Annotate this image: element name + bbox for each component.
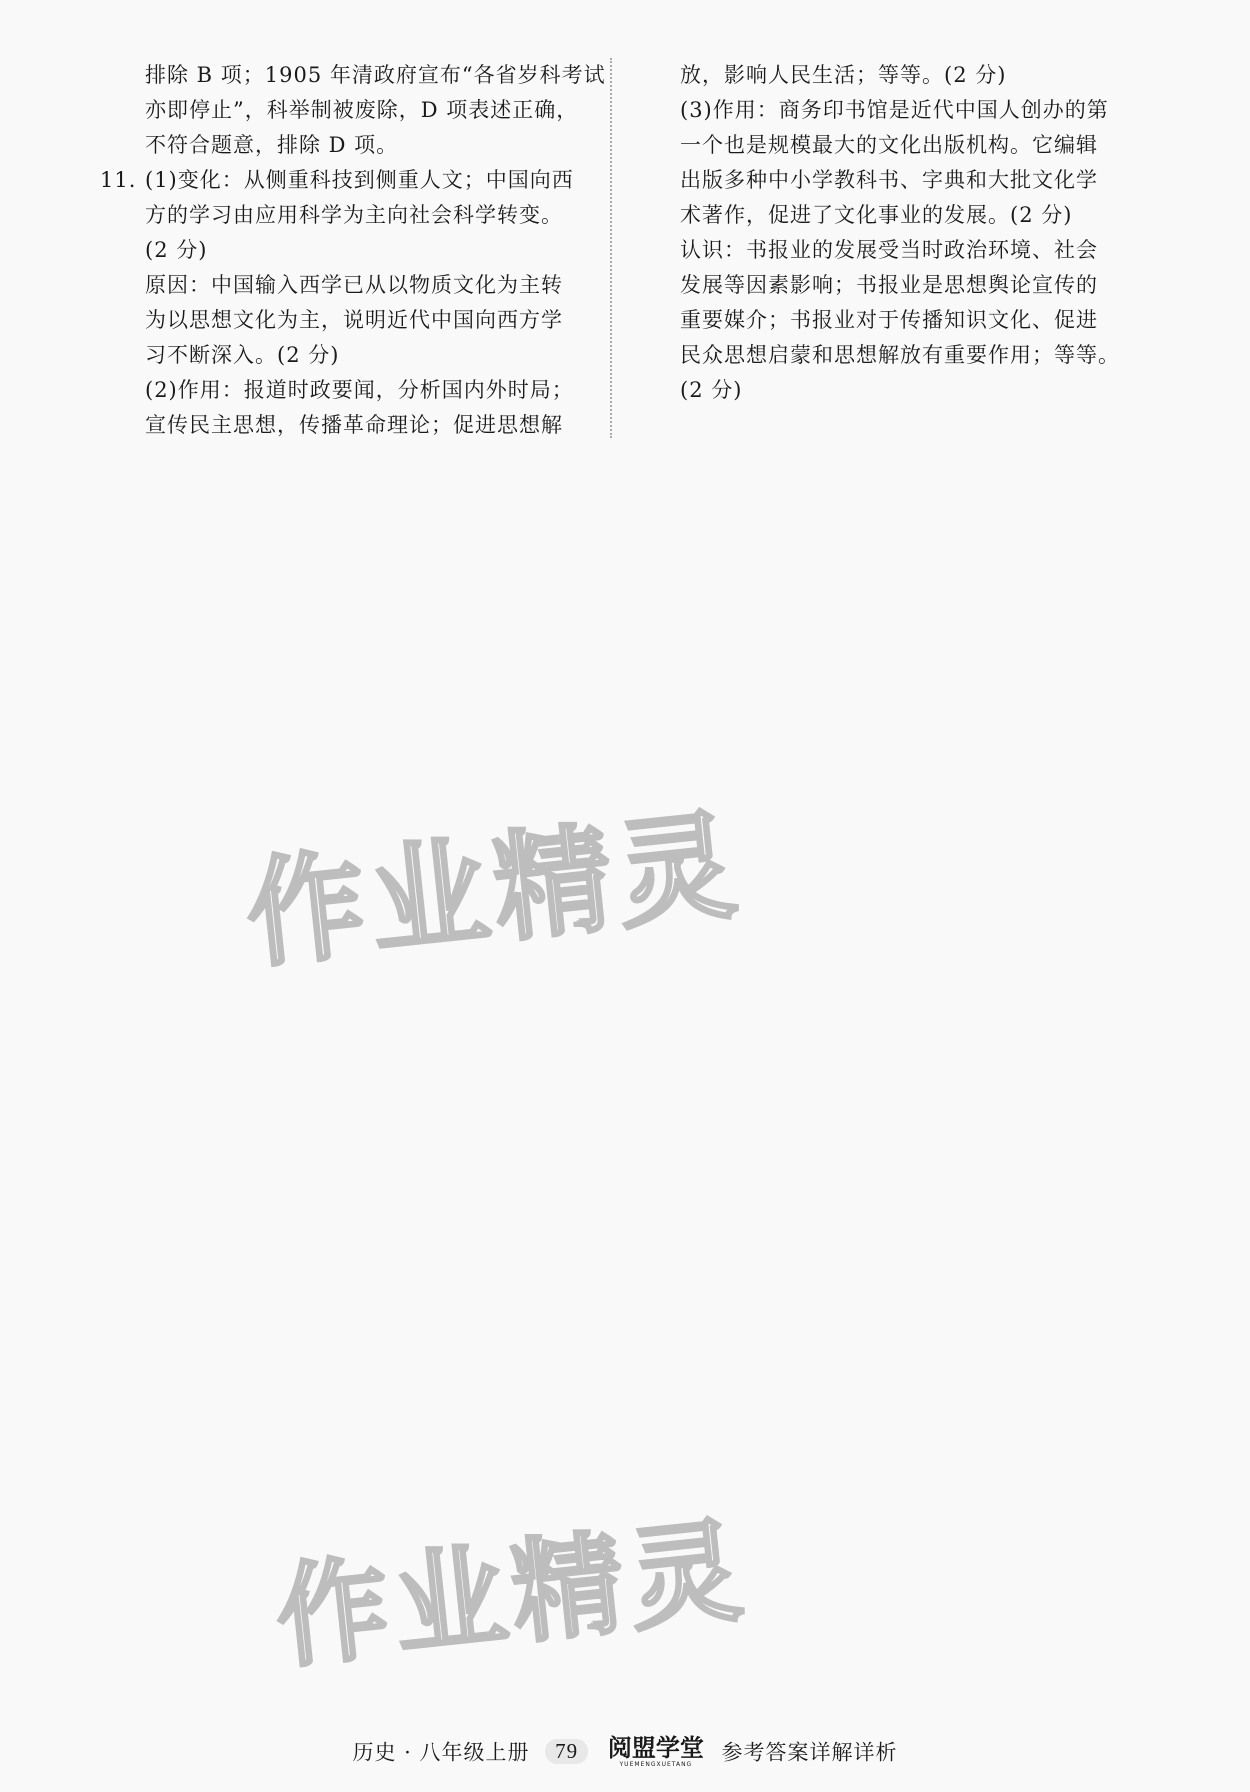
text-line: 亦即停止”，科举制被废除，D 项表述正确， [145,98,579,122]
text-line: (3)作用：商务印书馆是近代中国人创办的第 [680,98,1109,122]
text-line: 术著作，促进了文化事业的发展。(2 分) [680,203,1073,227]
left-column [100,58,605,443]
watermark-bottom: 作业精灵 [270,1505,754,1685]
brand-logo [608,1735,704,1768]
question-11-first-line [100,163,605,198]
text-line: 发展等因素影响；书报业是思想舆论宣传的 [680,273,1098,297]
text-line: 一个也是规模最大的文化出版机构。它编辑 [680,133,1098,157]
page-footer [0,1735,1250,1768]
text-line: 宣传民主思想，传播革命理论；促进思想解 [145,413,563,437]
text-line: 民众思想启蒙和思想解放有重要作用；等等。 [680,343,1120,367]
text-line: (2 分) [680,378,743,402]
brand-name: 阅盟学堂 [607,1734,704,1762]
brand-pinyin: YUEMENGXUETANG [619,1761,693,1768]
text-line: (1)变化：从侧重科技到侧重人文；中国向西 [145,168,574,192]
footer-subject: 历史 · 八年级上册 [352,1740,530,1765]
text-line: 重要媒介；书报业对于传播知识文化、促进 [680,308,1098,332]
text-line: 出版多种中小学教科书、字典和大批文化学 [680,168,1098,192]
footer-title: 参考答案详解详析 [721,1740,898,1765]
watermark-top: 作业精灵 [240,795,748,985]
text-line: 方的学习由应用科学为主向社会科学转变。 [145,203,563,227]
text-line: 认识：书报业的发展受当时政治环境、社会 [680,238,1098,262]
text-line: 原因：中国输入西学已从以物质文化为主转 [145,273,563,297]
text-line: 放，影响人民生活；等等。(2 分) [680,63,1007,87]
page-number: 79 [545,1739,588,1764]
question-number: 11. [100,168,137,192]
text-line: 排除 B 项；1905 年清政府宣布“各省岁科考试 [145,63,606,87]
text-line: (2)作用：报道时政要闻，分析国内外时局； [145,378,574,402]
text-line: 不符合题意，排除 D 项。 [145,133,399,157]
right-column [680,58,1150,408]
column-divider [610,58,612,438]
text-line: 为以思想文化为主，说明近代中国向西方学 [145,308,563,332]
text-line: 习不断深入。(2 分) [145,343,340,367]
text-line: (2 分) [145,238,208,262]
